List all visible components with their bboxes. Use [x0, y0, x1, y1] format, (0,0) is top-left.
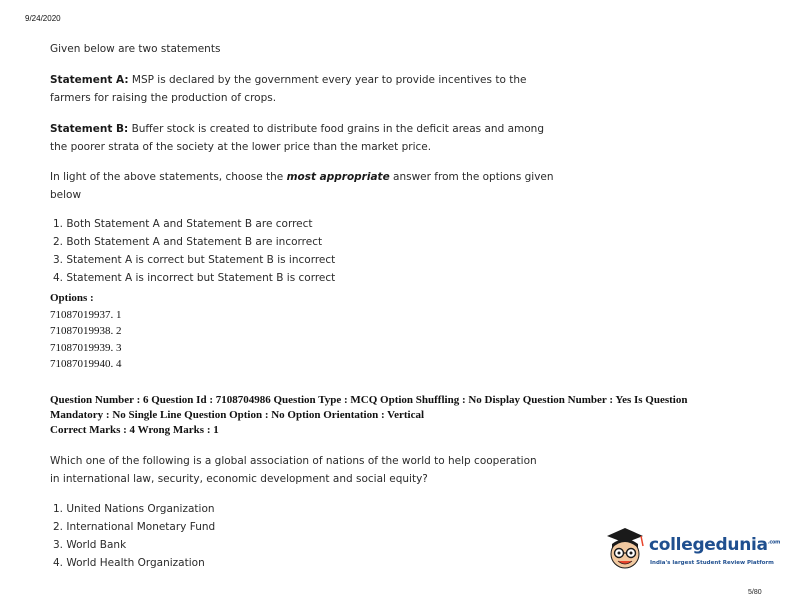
instruction-emphasis: most appropriate: [286, 171, 390, 183]
statement-b-text-2: the poorer strata of the society at the lower price than the market price.: [50, 141, 432, 153]
statement-b: [50, 120, 570, 156]
question6-text: [50, 452, 570, 488]
page-number: 5/80: [748, 589, 762, 596]
question6-choices: [50, 500, 215, 572]
brand-name: [649, 535, 780, 555]
options-block: [50, 290, 122, 373]
option-id: 71087019937. 1: [50, 308, 122, 321]
choice-item: 1. Both Statement A and Statement B are correct: [53, 218, 313, 230]
meta-line-2: Mandatory : No Single Line Question Option : No Option Orientation : Vertical: [50, 409, 425, 421]
print-date: 9/24/2020: [25, 14, 61, 23]
option-id: 71087019940. 4: [50, 358, 122, 370]
statement-a-label: Statement A:: [50, 74, 129, 86]
statement-a-text-1: MSP is declared by the government every year to provide incentives to the: [128, 74, 527, 86]
choice-item: 2. International Monetary Fund: [53, 521, 216, 533]
meta-line-1: Question Number : 6 Question Id : 7108704986 Question Type : MCQ Option Shuffling : No Display Question Number : Yes Is Question: [50, 394, 688, 406]
choice-item: 3. Statement A is correct but Statement B is incorrect: [53, 254, 336, 266]
question6-metadata: [50, 393, 770, 438]
choice-item: 4. World Health Organization: [53, 557, 205, 569]
brand-tagline: India's largest Student Review Platform: [650, 560, 774, 566]
instruction-pre: In light of the above statements, choose the: [50, 171, 287, 183]
instruction-line-2: below: [50, 189, 82, 201]
statement-a: [50, 71, 570, 107]
option-id: 71087019939. 3: [50, 341, 122, 354]
choice-item: 3. World Bank: [53, 539, 127, 551]
option-id: 71087019938. 2: [50, 325, 122, 337]
instruction-post: answer from the options given: [389, 171, 554, 183]
choice-item: 1. United Nations Organization: [53, 503, 215, 515]
question-intro: Given below are two statements: [50, 43, 221, 55]
brand-suffix: .com: [767, 539, 781, 546]
statement-b-label: Statement B:: [50, 123, 129, 135]
meta-line-3: Correct Marks : 4 Wrong Marks : 1: [50, 424, 219, 436]
choice-item: 2. Both Statement A and Statement B are incorrect: [53, 236, 323, 248]
mascot-icon: [603, 524, 649, 576]
statement-b-text-1: Buffer stock is created to distribute food grains in the deficit areas and among: [128, 123, 544, 135]
question-instruction: [50, 168, 570, 204]
question6-line-1: Which one of the following is a global association of nations of the world to help cooperation: [50, 455, 537, 467]
options-label: Options :: [50, 292, 94, 304]
brand-text: collegedunia: [649, 535, 768, 555]
choice-item: 4. Statement A is incorrect but Statement B is correct: [53, 272, 336, 284]
statement-a-text-2: farmers for raising the production of crops.: [50, 92, 277, 104]
question5-choices: [50, 215, 335, 287]
question6-line-2: in international law, security, economic development and social equity?: [50, 473, 428, 485]
